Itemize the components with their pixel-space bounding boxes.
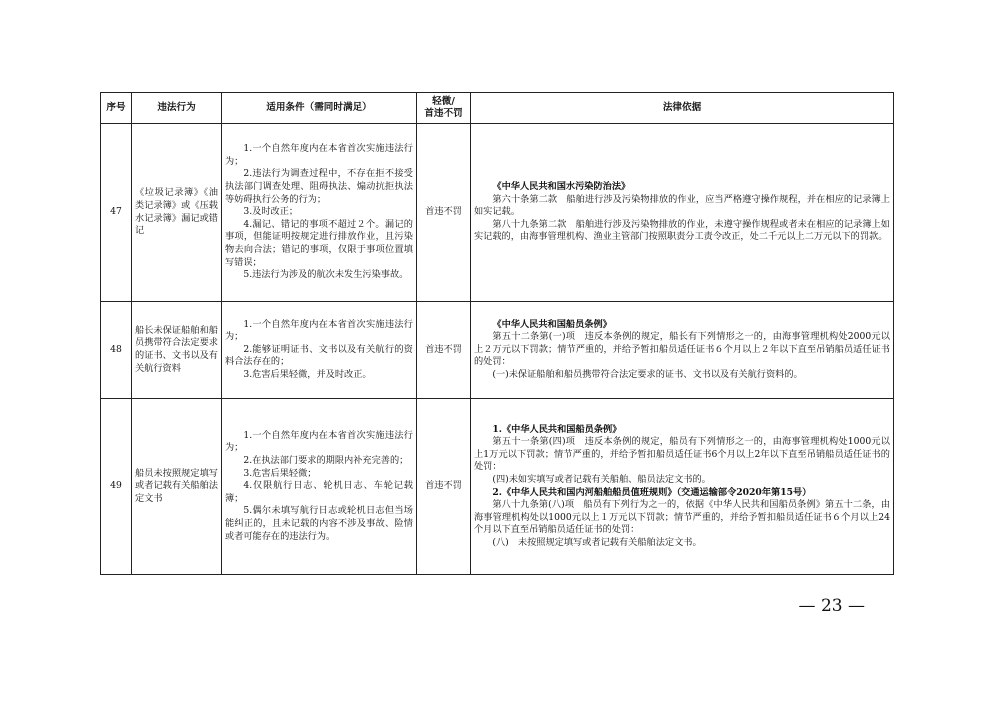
law-paragraph: 第八十九条第(八)项 船员有下列行为之一的，依据《中华人民共和国船员条例》第五十二条，由海事管理机构处以1000元以上１万元以下罚款；情节严重的，并给予暂扣船员适任证书６个月以上24个月以下直至吊销船员适任证书的处罚： — [474, 499, 890, 536]
law-title: 2.《中华人民共和国内河船舶船员值班规则》（交通运输部令2020年第15号） — [492, 486, 812, 498]
condition-item: 4.漏记、错记的事项不超过２个。漏记的事项，但能证明按规定进行排放作业，且污染物去向合法；错记的事项，仅限于事项位置填写错误； — [225, 218, 413, 268]
law-paragraph: 第八十九条第二款 船舶进行涉及污染物排放的作业，未遵守操作规程或者未在相应的记录簿上如实记载的，由海事管理机构、渔业主管部门按照职责分工责令改正，处二千元以上二万元以下的罚款。 — [474, 218, 890, 243]
law-title: 《中华人民共和国水污染防治法》 — [492, 181, 631, 193]
minor-exemption: 首违不罚 — [417, 302, 471, 399]
condition-item: 5.违法行为涉及的航次未发生污染事故。 — [243, 269, 409, 281]
condition-item: 3.危害后果轻微，并及时改正。 — [243, 368, 372, 380]
law-paragraph: (一)未保证船舶和船员携带符合法定要求的证书、文书以及有关航行资料的。 — [492, 368, 803, 380]
table-row — [101, 124, 894, 302]
law-paragraph: (四)未如实填写或者记载有关船舶、船员法定文书的。 — [492, 473, 711, 485]
header-cond: 适用条件（需同时满足） — [222, 93, 417, 124]
condition-item: 2.在执法部门要求的期限内补充完善的； — [243, 455, 409, 467]
condition-item: 4.仅限航行日志、轮机日志、车轮记载簿； — [225, 480, 413, 504]
condition-item: 3.危害后果轻微； — [243, 467, 317, 479]
legal-basis-cell — [471, 124, 894, 302]
law-title: 《中华人民共和国船员条例》 — [492, 318, 612, 330]
condition-item: 2.违法行为调查过程中，不存在拒不接受执法部门调查处理、阻碍执法、煽动抗拒执法等妨碍执行公务的行为； — [225, 168, 413, 205]
violation-act: 船员未按照规定填写或者记载有关船舶法定文书 — [132, 399, 222, 575]
violation-act: 船长未保证船舶和船员携带符合法定要求的证书、文书以及有关航行资料 — [132, 302, 222, 399]
minor-exemption: 首违不罚 — [417, 399, 471, 575]
page-number: — 23 — — [798, 596, 865, 616]
legal-basis-cell — [471, 399, 894, 575]
violation-act: 《垃圾记录簿》《油类记录簿》或《压载水记录簿》漏记或错记 — [132, 124, 222, 302]
law-paragraph: 第六十条第二款 船舶进行涉及污染物排放的作业，应当严格遵守操作规程，并在相应的记录簿上如实记载。 — [474, 193, 890, 218]
condition-item: 1.一个自然年度内在本省首次实施违法行为； — [225, 143, 413, 167]
minor-exemption: 首违不罚 — [417, 124, 471, 302]
condition-item: 5.偶尔未填写航行日志或轮机日志但当场能纠正的，且未记载的内容不涉及事故、险情或者可能存在的违法行为。 — [225, 505, 413, 542]
header-act: 违法行为 — [132, 93, 222, 124]
condition-item: 2.能够证明证书、文书以及有关航行的资料合法存在的； — [225, 343, 413, 368]
header-minor: 轻微/ 首违不罚 — [417, 93, 471, 124]
law-title: 1.《中华人民共和国船员条例》 — [492, 423, 622, 435]
row-number: 47 — [101, 124, 132, 302]
conditions-cell — [222, 399, 417, 575]
table-row — [101, 302, 894, 399]
condition-item: 1.一个自然年度内在本省首次实施违法行为； — [225, 429, 413, 454]
conditions-cell — [222, 302, 417, 399]
law-paragraph: (八) 未按照规定填写或者记载有关船舶法定文书。 — [492, 536, 702, 548]
row-number: 48 — [101, 302, 132, 399]
table-header-row — [101, 93, 894, 124]
header-no: 序号 — [101, 93, 132, 124]
law-paragraph: 第五十一条第(四)项 违反本条例的规定，船员有下列情形之一的，由海事管理机构处1000元以上1万元以下罚款；情节严重的，并给予暂扣船员适任证书6个月以上2年以下直至吊销船员适任证书的处罚： — [474, 436, 890, 473]
conditions-cell — [222, 124, 417, 302]
law-paragraph: 第五十二条第(一)项 违反本条例的规定，船长有下列情形之一的，由海事管理机构处2000元以上２万元以下罚款；情节严重的，并给予暂扣船员适任证书６个月以上２年以下直至吊销船员适任证书的处罚： — [474, 331, 890, 368]
legal-basis-cell — [471, 302, 894, 399]
row-number: 49 — [101, 399, 132, 575]
condition-item: 1.一个自然年度内在本省首次实施违法行为； — [225, 318, 413, 343]
header-law: 法律依据 — [471, 93, 894, 124]
legal-table — [100, 92, 894, 575]
table-row — [101, 399, 894, 575]
condition-item: 3.及时改正； — [243, 206, 299, 218]
